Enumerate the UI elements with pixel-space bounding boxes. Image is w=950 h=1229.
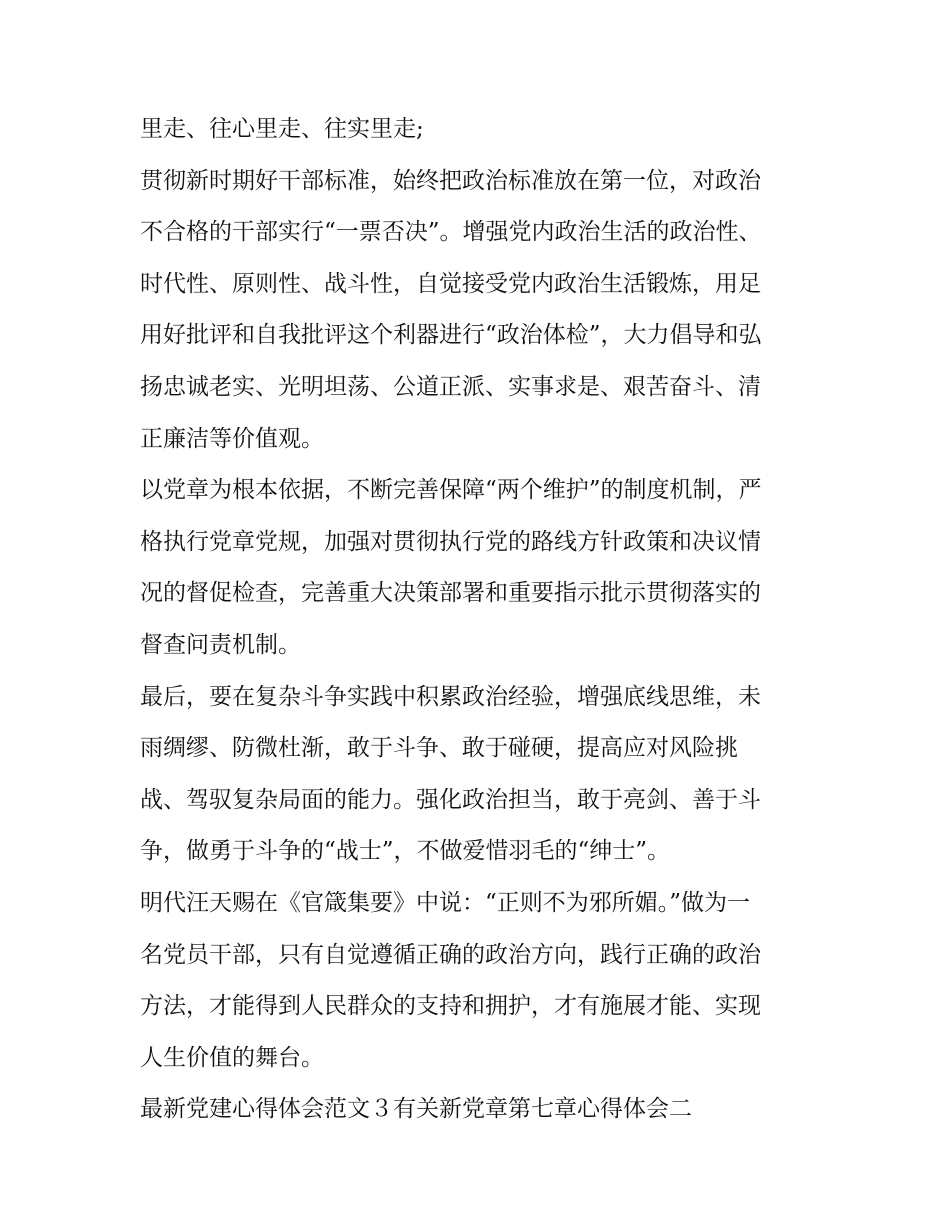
text-line: 人生价值的舞台。	[140, 1044, 324, 1071]
section-heading: 最新党建心得体会范文３有关新党章第七章心得体会二	[140, 1096, 692, 1123]
text-line: 用好批评和自我批评这个利器进行“政治体检”，大力倡导和弘	[140, 322, 762, 349]
text-line: 名党员干部，只有自觉遵循正确的政治方向，践行正确的政治	[140, 941, 761, 968]
text-line: 战、驾驭复杂局面的能力。强化政治担当，敢于亮剑、善于斗	[140, 786, 761, 813]
text-line: 方法，才能得到人民群众的支持和拥护，才有施展才能、实现	[140, 993, 761, 1020]
text-line: 贯彻新时期好干部标准，始终把政治标准放在第一位，对政治	[140, 167, 761, 194]
text-line: 最后，要在复杂斗争实践中积累政治经验，增强底线思维，未	[140, 683, 761, 710]
text-line: 正廉洁等价值观。	[140, 425, 324, 452]
text-line: 不合格的干部实行“一票否决”。增强党内政治生活的政治性、	[140, 219, 762, 246]
text-line: 督查问责机制。	[140, 631, 301, 658]
text-line: 时代性、原则性、战斗性，自觉接受党内政治生活锻炼，用足	[140, 270, 761, 297]
text-line: 争，做勇于斗争的“战士”，不做爱惜羽毛的“绅士”。	[140, 838, 671, 865]
text-line: 明代汪天赐在《官箴集要》中说：“正则不为邪所媚。”做为一	[140, 889, 751, 916]
text-line: 格执行党章党规，加强对贯彻执行党的路线方针政策和决议情	[140, 528, 761, 555]
text-line: 雨绸缪、防微杜渐，敢于斗争、敢于碰硬，提高应对风险挑	[140, 735, 738, 762]
text-line: 以党章为根本依据，不断完善保障“两个维护”的制度机制，严	[140, 477, 762, 504]
text-line: 况的督促检查，完善重大决策部署和重要指示批示贯彻落实的	[140, 580, 761, 607]
text-line: 里走、往心里走、往实里走;	[140, 116, 424, 142]
document-body	[140, 104, 820, 1136]
text-line: 扬忠诚老实、光明坦荡、公道正派、实事求是、艰苦奋斗、清	[140, 373, 761, 400]
